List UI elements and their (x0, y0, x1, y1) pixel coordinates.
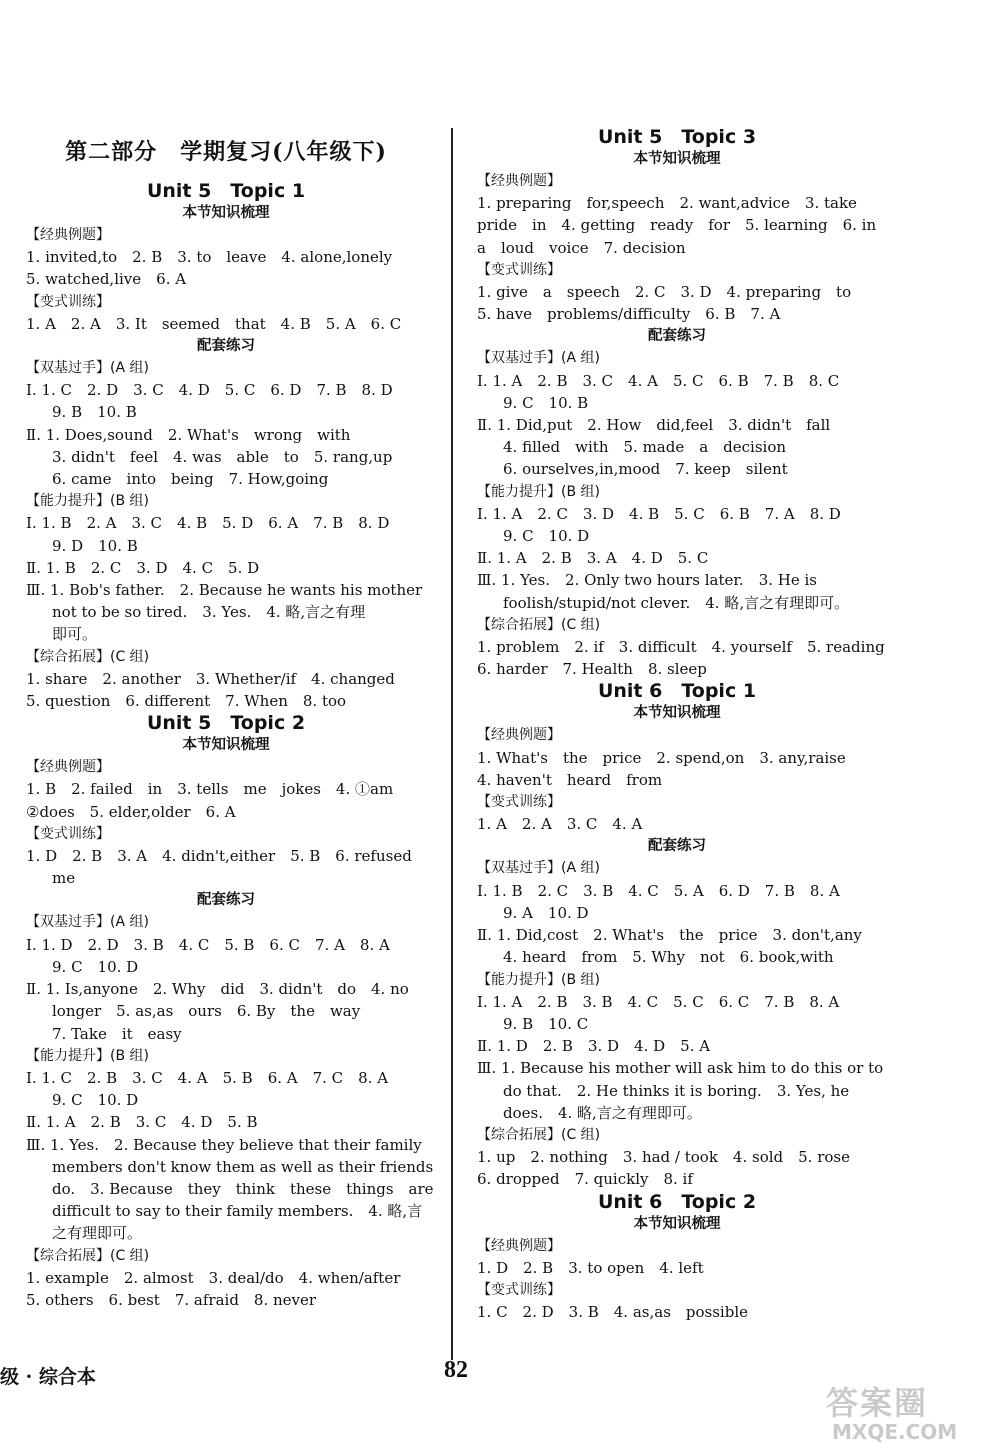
right-answer-line: 9. A 10. D (503, 903, 589, 922)
left-exercise-label: 【经典例题】 (26, 759, 110, 776)
right-answer-line: 1. What's the price 2. spend,on 3. any,raise (477, 748, 846, 767)
left-answer-line: 之有理即可。 (52, 1224, 143, 1243)
right-unit-heading: Unit 6 Topic 2 (597, 1190, 757, 1213)
left-section-heading: 配套练习 (197, 892, 255, 909)
right-answer-line: 1. problem 2. if 3. difficult 4. yourself 5. reading (477, 638, 885, 657)
watermark-url: MXQE.COM (832, 1420, 958, 1444)
left-answer-line: 5. question 6. different 7. When 8. too (26, 692, 347, 711)
left-unit-heading: Unit 5 Topic 2 (146, 712, 306, 735)
left-answer-line: Ⅱ. 1. A 2. B 3. C 4. D 5. B (26, 1113, 258, 1132)
left-items (26, 180, 434, 1311)
right-exercise-label: 【经典例题】 (477, 1237, 561, 1254)
right-section-heading: 本节知识梳理 (633, 151, 721, 167)
left-exercise-label: 【能力提升】(B 组) (26, 1047, 149, 1064)
left-answer-line: Ⅱ. 1. Does,sound 2. What's wrong with (26, 425, 351, 444)
right-answer-line: Ⅰ. 1. A 2. B 3. B 4. C 5. C 6. C 7. B 8. A (477, 992, 840, 1011)
right-answer-line: 6. dropped 7. quickly 8. if (477, 1170, 693, 1189)
right-exercise-label: 【经典例题】 (477, 173, 561, 189)
left-column (26, 126, 434, 1370)
left-answer-line: Ⅰ. 1. B 2. A 3. C 4. B 5. D 6. A 7. B 8. D (26, 514, 390, 533)
left-exercise-label: 【双基过手】(A 组) (26, 914, 149, 931)
right-answer-line: foolish/stupid/not clever. 4. 略,言之有理即可。 (503, 593, 850, 612)
right-exercise-label: 【双基过手】(A 组) (477, 860, 600, 877)
left-unit-heading: Unit 5 Topic 1 (146, 180, 306, 202)
left-answer-line: members don't know them as well as their friends (52, 1157, 434, 1176)
right-answer-line: Ⅲ. 1. Because his mother will ask him to do this or to (477, 1059, 884, 1078)
left-answer-line: not to be so tired. 3. Yes. 4. 略,言之有理 (52, 603, 366, 622)
right-exercise-label: 【变式训练】 (477, 1281, 561, 1298)
left-answer-line: 9. C 10. D (52, 957, 139, 976)
right-column (477, 126, 885, 1370)
left-answer-line: Ⅰ. 1. D 2. D 3. B 4. C 5. B 6. C 7. A 8. A (26, 935, 390, 954)
right-answer-line: 9. B 10. C (503, 1014, 589, 1033)
left-answer-line: 9. B 10. B (52, 403, 137, 422)
right-section-heading: 配套练习 (648, 328, 706, 345)
right-section-heading: 本节知识梳理 (633, 1215, 721, 1232)
left-answer-line: 1. A 2. A 3. It seemed that 4. B 5. A 6. C (26, 314, 402, 333)
right-section-heading: 本节知识梳理 (633, 705, 721, 722)
left-answer-line: 1. share 2. another 3. Whether/if 4. changed (26, 669, 395, 688)
right-answer-line: Ⅰ. 1. A 2. C 3. D 4. B 5. C 6. B 7. A 8. D (477, 504, 841, 523)
right-answer-line: 6. harder 7. Health 8. sleep (477, 660, 707, 679)
part-title: 第二部分 学期复习(八年级下) (65, 139, 387, 165)
left-exercise-label: 【变式训练】 (26, 825, 110, 842)
left-answer-line: 6. came into being 7. How,going (52, 470, 329, 489)
right-exercise-label: 【变式训练】 (477, 794, 561, 811)
right-exercise-label: 【经典例题】 (477, 727, 561, 744)
left-answer-line: Ⅲ. 1. Yes. 2. Because they believe that their family (26, 1135, 422, 1154)
left-answer-line: do. 3. Because they think these things are (52, 1179, 434, 1198)
right-answer-line: 9. C 10. D (503, 527, 590, 546)
right-exercise-label: 【综合拓展】(C 组) (477, 616, 601, 633)
left-exercise-label: 【双基过手】(A 组) (26, 360, 149, 377)
right-answer-line: 4. heard from 5. Why not 6. book,with (503, 948, 834, 967)
left-answer-line: me (52, 869, 76, 888)
right-section-heading: 配套练习 (648, 838, 706, 855)
left-section-heading: 配套练习 (197, 338, 255, 355)
left-answer-line: Ⅱ. 1. Is,anyone 2. Why did 3. didn't do 4. no (26, 980, 409, 999)
footer-book-label: 级 · 综合本 (0, 1366, 96, 1388)
right-answer-line: 1. preparing for,speech 2. want,advice 3. take (477, 194, 857, 213)
right-answer-line: a loud voice 7. decision (477, 238, 686, 257)
watermark-logo (826, 1378, 994, 1450)
right-answer-line: 6. ourselves,in,mood 7. keep silent (503, 460, 788, 479)
right-answer-line: 1. D 2. B 3. to open 4. left (477, 1258, 704, 1277)
left-answer-line: 5. watched,live 6. A (26, 270, 187, 289)
left-exercise-label: 【综合拓展】(C 组) (26, 648, 150, 665)
left-exercise-label: 【变式训练】 (26, 293, 110, 310)
left-answer-line: 即可。 (52, 625, 98, 644)
left-answer-line: ②does 5. elder,older 6. A (26, 802, 236, 821)
left-answer-line: 1. example 2. almost 3. deal/do 4. when/after (26, 1268, 401, 1287)
watermark-text: 答案圈 (826, 1384, 929, 1422)
left-answer-line: 3. didn't feel 4. was able to 5. rang,up (52, 447, 393, 466)
page-number: 82 (444, 1357, 468, 1383)
left-exercise-label: 【经典例题】 (26, 227, 110, 243)
left-section-heading: 本节知识梳理 (182, 737, 270, 754)
right-answer-line: Ⅱ. 1. Did,put 2. How did,feel 3. didn't fall (477, 416, 831, 435)
left-exercise-label: 【综合拓展】(C 组) (26, 1247, 150, 1264)
left-answer-line: 1. D 2. B 3. A 4. didn't,either 5. B 6. refused (26, 847, 412, 866)
right-unit-heading: Unit 5 Topic 3 (597, 126, 757, 148)
right-answer-line: 5. have problems/difficulty 6. B 7. A (477, 305, 781, 324)
left-section-heading: 本节知识梳理 (182, 205, 270, 221)
left-answer-line: 5. others 6. best 7. afraid 8. never (26, 1290, 317, 1309)
right-answer-line: Ⅱ. 1. A 2. B 3. A 4. D 5. C (477, 549, 709, 568)
left-answer-line: 9. D 10. B (52, 536, 138, 555)
right-exercise-label: 【能力提升】(B 组) (477, 971, 600, 988)
right-answer-line: Ⅱ. 1. Did,cost 2. What's the price 3. don't,any (477, 926, 862, 945)
right-answer-line: 1. up 2. nothing 3. had / took 4. sold 5. rose (477, 1148, 850, 1167)
right-exercise-label: 【双基过手】(A 组) (477, 350, 600, 367)
right-exercise-label: 【能力提升】(B 组) (477, 483, 600, 500)
left-answer-line: 1. invited,to 2. B 3. to leave 4. alone,lonely (26, 248, 393, 267)
left-answer-line: Ⅰ. 1. C 2. B 3. C 4. A 5. B 6. A 7. C 8. A (26, 1068, 389, 1087)
right-answer-line: 1. give a speech 2. C 3. D 4. preparing to (477, 283, 852, 302)
right-items (477, 126, 885, 1323)
right-answer-line: 1. A 2. A 3. C 4. A (477, 815, 643, 834)
right-answer-line: Ⅰ. 1. B 2. C 3. B 4. C 5. A 6. D 7. B 8. A (477, 881, 840, 900)
left-answer-line: 9. C 10. D (52, 1091, 139, 1110)
left-answer-line: difficult to say to their family members. 4. 略,言 (52, 1202, 423, 1221)
right-answer-line: pride in 4. getting ready for 5. learning 6. in (477, 216, 877, 235)
column-divider (451, 128, 453, 1360)
right-answer-line: does. 4. 略,言之有理即可。 (503, 1103, 702, 1122)
right-exercise-label: 【综合拓展】(C 组) (477, 1126, 601, 1143)
left-answer-line: longer 5. as,as ours 6. By the way (52, 1002, 361, 1021)
right-answer-line: 4. haven't heard from (477, 770, 663, 789)
left-exercise-label: 【能力提升】(B 组) (26, 493, 149, 510)
left-answer-line: 1. B 2. failed in 3. tells me jokes 4. ①am (26, 780, 394, 799)
left-answer-line: 7. Take it easy (52, 1024, 182, 1043)
left-answer-line: Ⅲ. 1. Bob's father. 2. Because he wants his mother (26, 581, 423, 600)
right-answer-line: do that. 2. He thinks it is boring. 3. Yes, he (503, 1081, 850, 1100)
right-answer-line: Ⅰ. 1. A 2. B 3. C 4. A 5. C 6. B 7. B 8. C (477, 371, 840, 390)
left-answer-line: Ⅱ. 1. B 2. C 3. D 4. C 5. D (26, 558, 260, 577)
right-answer-line: 9. C 10. B (503, 393, 589, 412)
right-unit-heading: Unit 6 Topic 1 (597, 680, 757, 703)
right-answer-line: Ⅲ. 1. Yes. 2. Only two hours later. 3. He is (477, 571, 817, 590)
right-answer-line: 4. filled with 5. made a decision (503, 438, 787, 457)
right-exercise-label: 【变式训练】 (477, 261, 561, 278)
right-answer-line: 1. C 2. D 3. B 4. as,as possible (477, 1303, 748, 1322)
left-answer-line: Ⅰ. 1. C 2. D 3. C 4. D 5. C 6. D 7. B 8. D (26, 381, 393, 400)
right-answer-line: Ⅱ. 1. D 2. B 3. D 4. D 5. A (477, 1037, 711, 1056)
